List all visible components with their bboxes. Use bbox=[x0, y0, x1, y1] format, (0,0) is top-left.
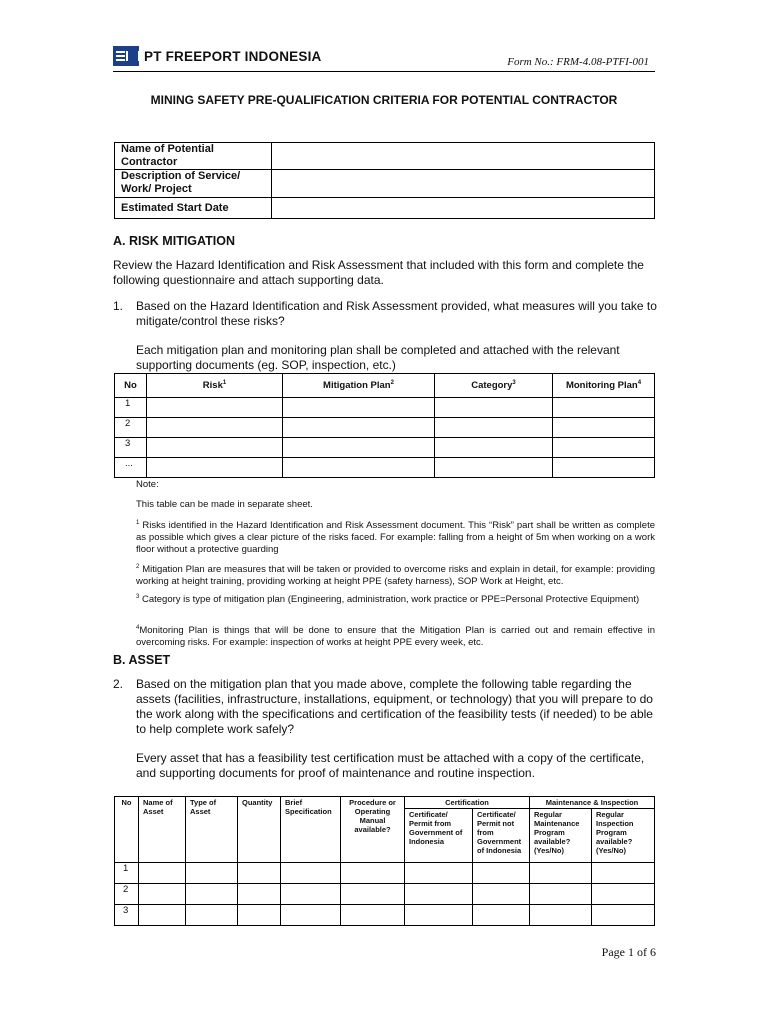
asset-cell[interactable] bbox=[139, 884, 186, 905]
info-label: Name of Potential Contractor bbox=[115, 143, 272, 170]
info-label: Estimated Start Date bbox=[115, 198, 272, 219]
table-row bbox=[115, 398, 655, 418]
col-header-cert-government: Certificate/ Permit from Government of Indonesia bbox=[405, 809, 473, 863]
risk-cell[interactable] bbox=[147, 438, 283, 458]
category-cell[interactable] bbox=[435, 398, 553, 418]
col-header-maintenance: Maintenance & Inspection bbox=[530, 797, 655, 809]
asset-cell[interactable] bbox=[405, 905, 473, 926]
question-1-text: Based on the Hazard Identification and Risk Assessment provided, what measures will you take to mitigate/control these risks? bbox=[136, 299, 657, 328]
asset-cell[interactable] bbox=[281, 884, 341, 905]
risk-cell[interactable] bbox=[147, 398, 283, 418]
asset-cell[interactable] bbox=[405, 863, 473, 884]
table-row bbox=[115, 418, 655, 438]
row-number: 2 bbox=[115, 418, 147, 438]
asset-cell[interactable] bbox=[473, 905, 530, 926]
start-date-field[interactable] bbox=[272, 198, 655, 219]
table-row bbox=[115, 438, 655, 458]
service-description-field[interactable] bbox=[272, 170, 655, 198]
asset-cell[interactable] bbox=[530, 863, 592, 884]
col-header-asset-name: Name of Asset bbox=[139, 797, 186, 863]
row-number: 3 bbox=[115, 438, 147, 458]
asset-cell[interactable] bbox=[186, 905, 238, 926]
footnote-2: $^2$ Mitigation Plan are measures that will be taken or provided to overcome risks and explain in detail, for example: providing working at height training, providing working at height PPE (safety harness), SOP Work at Height, etc. bbox=[136, 564, 655, 588]
col-header-no: No bbox=[115, 374, 147, 398]
section-a-intro: Review the Hazard Identification and Risk Assessment that included with this form and complete the following questionnaire and attach supporting data. bbox=[113, 258, 644, 287]
asset-cell[interactable] bbox=[186, 863, 238, 884]
note-separate-sheet: This table can be made in separate sheet. bbox=[136, 499, 313, 510]
monitoring-cell[interactable] bbox=[553, 418, 655, 438]
col-header-no: No bbox=[115, 797, 139, 863]
asset-cell[interactable] bbox=[281, 863, 341, 884]
asset-cell[interactable] bbox=[238, 884, 281, 905]
col-header-monitoring-plan: Monitoring Plan$^4$ bbox=[553, 374, 655, 398]
risk-mitigation-table bbox=[114, 373, 655, 478]
page-number: Page 1 of 6 bbox=[601, 945, 656, 959]
table-row bbox=[115, 884, 655, 905]
col-header-category: Category$^3$ bbox=[435, 374, 553, 398]
asset-cell[interactable] bbox=[530, 905, 592, 926]
asset-cell[interactable] bbox=[341, 905, 405, 926]
asset-cell[interactable] bbox=[592, 884, 655, 905]
question-2-text: Based on the mitigation plan that you made above, complete the following table regarding the assets (facilities, infrastructure, installations, equipment, or technology) that you will prepare to do the work along with the specifications and certification of the feasibility tests (if needed) to be able to help complete work safely? bbox=[136, 677, 653, 736]
asset-cell[interactable] bbox=[405, 884, 473, 905]
table-row bbox=[115, 458, 655, 478]
row-number: 1 bbox=[115, 398, 147, 418]
row-number: 2 bbox=[115, 884, 139, 905]
mitigation-cell[interactable] bbox=[283, 418, 435, 438]
table-row bbox=[115, 863, 655, 884]
info-label: Description of Service/ Work/ Project bbox=[115, 170, 272, 198]
note-label: Note: bbox=[136, 479, 159, 490]
row-number: 3 bbox=[115, 905, 139, 926]
footnote-1: $^1$ Risks identified in the Hazard Identification and Risk Assessment document. This “Risk” part shall be written as complete as possible which gives a clear picture of the risks faced. For example: falling from a height of 5m when working on a work floor without a protective guarding bbox=[136, 520, 655, 556]
mitigation-cell[interactable] bbox=[283, 458, 435, 478]
asset-cell[interactable] bbox=[238, 863, 281, 884]
question-2-note: Every asset that has a feasibility test certification must be attached with a copy of the certificate, and supporting documents for proof of maintenance and routine inspection. bbox=[136, 751, 645, 780]
monitoring-cell[interactable] bbox=[553, 438, 655, 458]
category-cell[interactable] bbox=[435, 458, 553, 478]
asset-cell[interactable] bbox=[281, 905, 341, 926]
table-row bbox=[115, 905, 655, 926]
col-header-cert-non-government: Certificate/ Permit not from Government of Indonesia bbox=[473, 809, 530, 863]
question-1-note: Each mitigation plan and monitoring plan shall be completed and attached with the relevant supporting documents (eg. SOP, inspection, etc.) bbox=[136, 343, 620, 372]
category-cell[interactable] bbox=[435, 418, 553, 438]
asset-cell[interactable] bbox=[238, 905, 281, 926]
col-header-asset-type: Type of Asset bbox=[186, 797, 238, 863]
contractor-info-table bbox=[114, 142, 655, 219]
company-logo bbox=[113, 46, 321, 66]
monitoring-cell[interactable] bbox=[553, 398, 655, 418]
asset-cell[interactable] bbox=[530, 884, 592, 905]
asset-cell[interactable] bbox=[139, 863, 186, 884]
col-header-mitigation-plan: Mitigation Plan$^2$ bbox=[283, 374, 435, 398]
asset-cell[interactable] bbox=[473, 863, 530, 884]
col-header-maintenance-program: Regular Maintenance Program available? (Yes/No) bbox=[530, 809, 592, 863]
section-a-heading: A. RISK MITIGATION bbox=[113, 234, 235, 248]
document-title: MINING SAFETY PRE-QUALIFICATION CRITERIA FOR POTENTIAL CONTRACTOR bbox=[150, 93, 618, 107]
asset-cell[interactable] bbox=[341, 884, 405, 905]
col-header-risk: Risk$^1$ bbox=[147, 374, 283, 398]
col-header-inspection-program: Regular Inspection Program available? (Yes/No) bbox=[592, 809, 655, 863]
asset-cell[interactable] bbox=[473, 884, 530, 905]
asset-cell[interactable] bbox=[186, 884, 238, 905]
form-number: Form No.: FRM-4.08-PTFI-001 bbox=[507, 56, 649, 68]
category-cell[interactable] bbox=[435, 438, 553, 458]
page-header bbox=[113, 46, 655, 72]
section-b-heading: B. ASSET bbox=[113, 653, 171, 667]
footnote-4: $^4$Monitoring Plan is things that will be done to ensure that the Mitigation Plan is carried out and remain effective in overcoming risks. For example: inspection of works at height PPE every week, etc. bbox=[136, 625, 655, 649]
col-header-quantity: Quantity bbox=[238, 797, 281, 863]
col-header-procedure: Procedure or Operating Manual available? bbox=[341, 797, 405, 863]
freeport-logo-icon bbox=[113, 46, 139, 66]
mitigation-cell[interactable] bbox=[283, 398, 435, 418]
asset-cell[interactable] bbox=[139, 905, 186, 926]
asset-table bbox=[114, 796, 655, 926]
risk-cell[interactable] bbox=[147, 418, 283, 438]
col-header-certification: Certification bbox=[405, 797, 530, 809]
mitigation-cell[interactable] bbox=[283, 438, 435, 458]
footnote-3: $^3$ Category is type of mitigation plan (Engineering, administration, work practice or PPE=Personal Protective Equipment) bbox=[136, 594, 640, 606]
contractor-name-field[interactable] bbox=[272, 143, 655, 170]
logo-text: PT FREEPORT INDONESIA bbox=[144, 48, 322, 64]
asset-cell[interactable] bbox=[592, 905, 655, 926]
row-number: ... bbox=[115, 458, 147, 478]
risk-cell[interactable] bbox=[147, 458, 283, 478]
asset-cell[interactable] bbox=[592, 863, 655, 884]
question-1-number: 1. bbox=[113, 299, 124, 313]
monitoring-cell[interactable] bbox=[553, 458, 655, 478]
row-number: 1 bbox=[115, 863, 139, 884]
asset-cell[interactable] bbox=[341, 863, 405, 884]
col-header-specification: Brief Specification bbox=[281, 797, 341, 863]
question-2-number: 2. bbox=[113, 677, 124, 691]
